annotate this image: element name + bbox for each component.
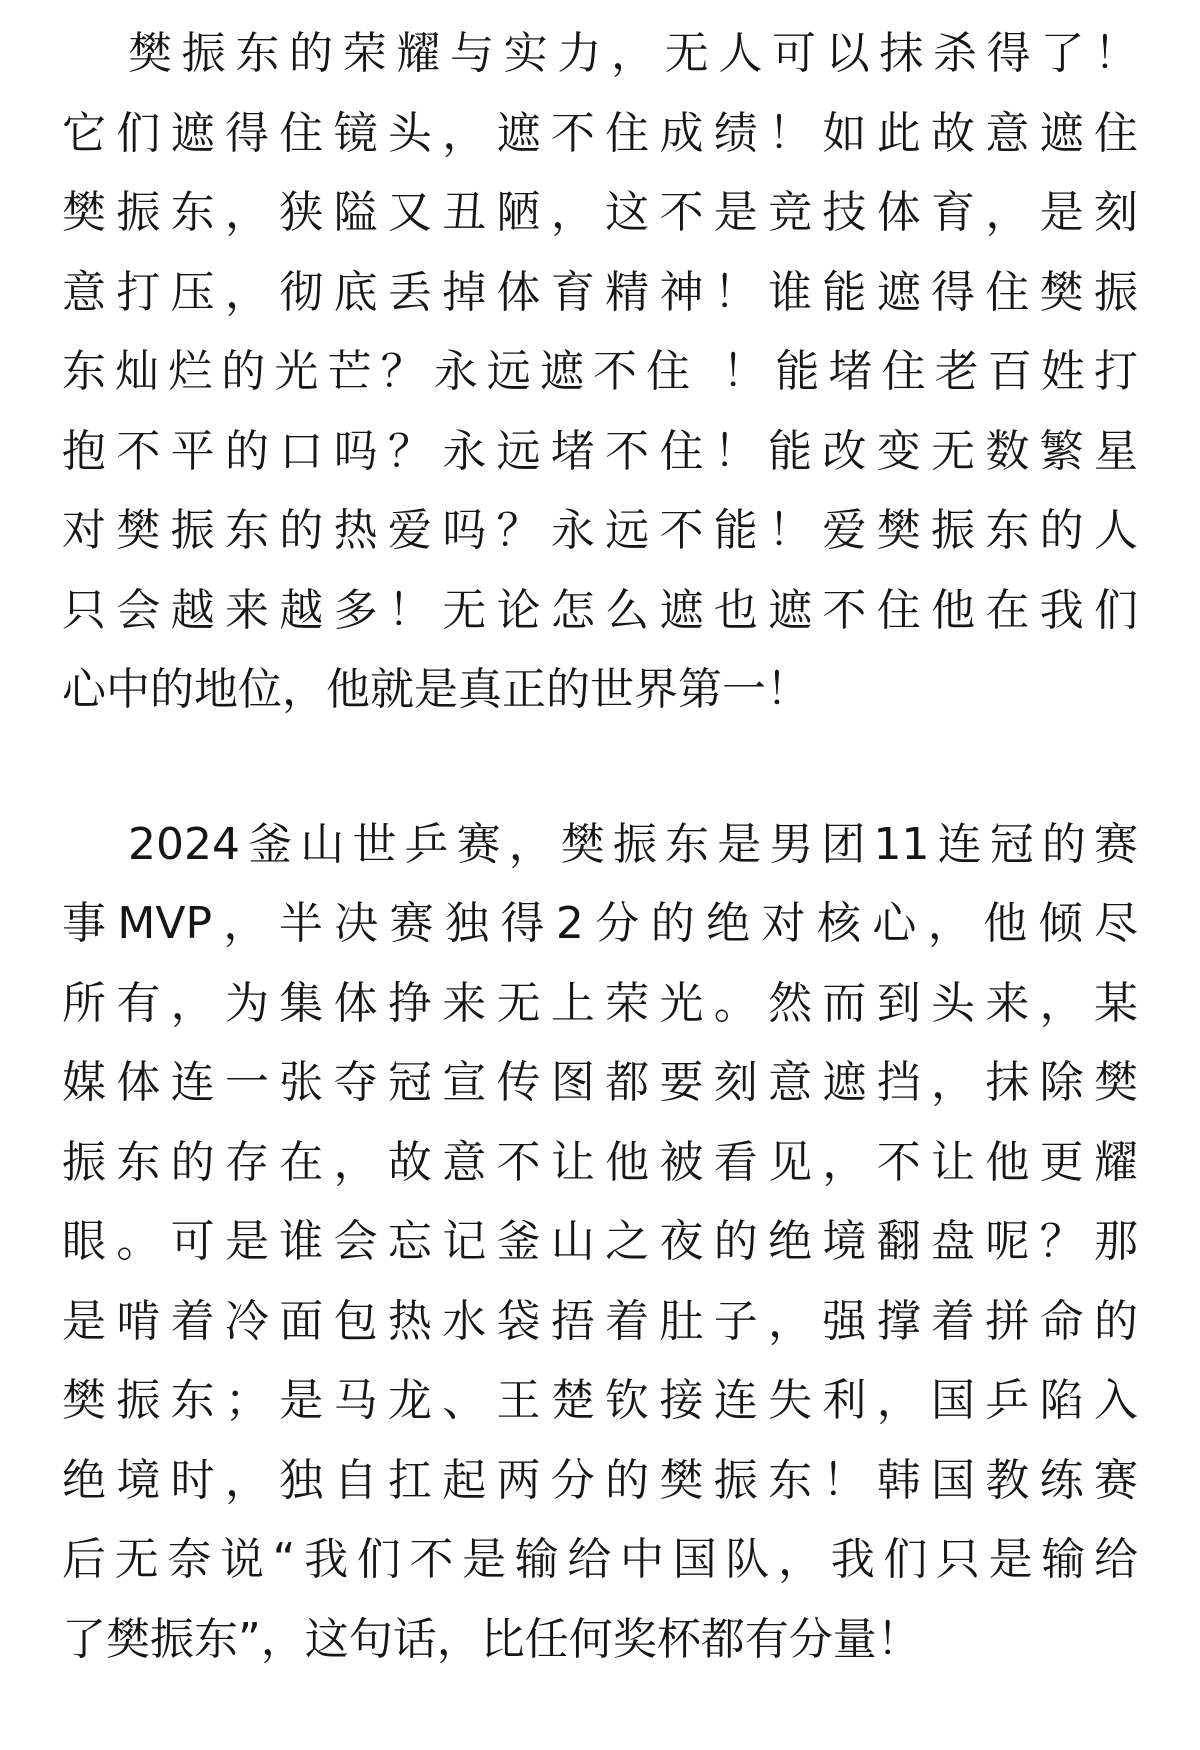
text-line: 事MVP，半决赛独得2分的绝对核心，他倾尽 — [62, 898, 1138, 949]
text-line: 所有，为集体挣来无上荣光。然而到头来，某 — [62, 977, 1138, 1029]
text-line: 振东的存在，故意不让他被看见，不让他更耀 — [62, 1136, 1138, 1188]
text-line: 樊振东；是马龙、王楚钦接连失利，国乒陷入 — [62, 1375, 1138, 1426]
article-body — [62, 14, 1138, 1679]
text-line: 抱不平的口吗？永远堵不住！能改变无数繁星 — [62, 425, 1138, 477]
text-line: 心中的地位，他就是真正的世界第一！ — [62, 664, 810, 715]
paragraph-2 — [62, 805, 1138, 1680]
text-line: 了樊振东”，这句话，比任何奖杯都有分量！ — [62, 1613, 921, 1665]
text-line: 意打压，彻底丢掉体育精神！谁能遮得住樊振 — [62, 266, 1138, 318]
text-line: 是啃着冷面包热水袋捂着肚子，强撑着拼命的 — [62, 1295, 1138, 1347]
text-line: 东灿烂的光芒？永远遮不住 ！能堵住老百姓打 — [62, 346, 1138, 397]
text-line: 后无奈说“我们不是输给中国队，我们只是输给 — [62, 1534, 1138, 1585]
text-line: 它们遮得住镜头，遮不住成绩！如此故意遮住 — [62, 107, 1138, 159]
text-line: 绝境时，独自扛起两分的樊振东！韩国教练赛 — [62, 1454, 1138, 1506]
paragraph-spacer — [62, 730, 1138, 805]
text-line: 樊振东的荣耀与实力，无人可以抹杀得了！ — [128, 28, 1138, 79]
paragraph-1 — [62, 14, 1138, 730]
text-line: 眼。可是谁会忘记釜山之夜的绝境翻盘呢？那 — [62, 1216, 1138, 1267]
text-line: 只会越来越多！无论怎么遮也遮不住他在我们 — [62, 584, 1138, 636]
text-line: 樊振东，狭隘又丑陋，这不是竞技体育，是刻 — [62, 187, 1138, 238]
text-line: 2024釜山世乒赛，樊振东是男团11连冠的赛 — [128, 818, 1138, 870]
text-line: 对樊振东的热爱吗？永远不能！爱樊振东的人 — [62, 505, 1138, 556]
text-line: 媒体连一张夺冠宣传图都要刻意遮挡，抹除樊 — [62, 1057, 1138, 1108]
